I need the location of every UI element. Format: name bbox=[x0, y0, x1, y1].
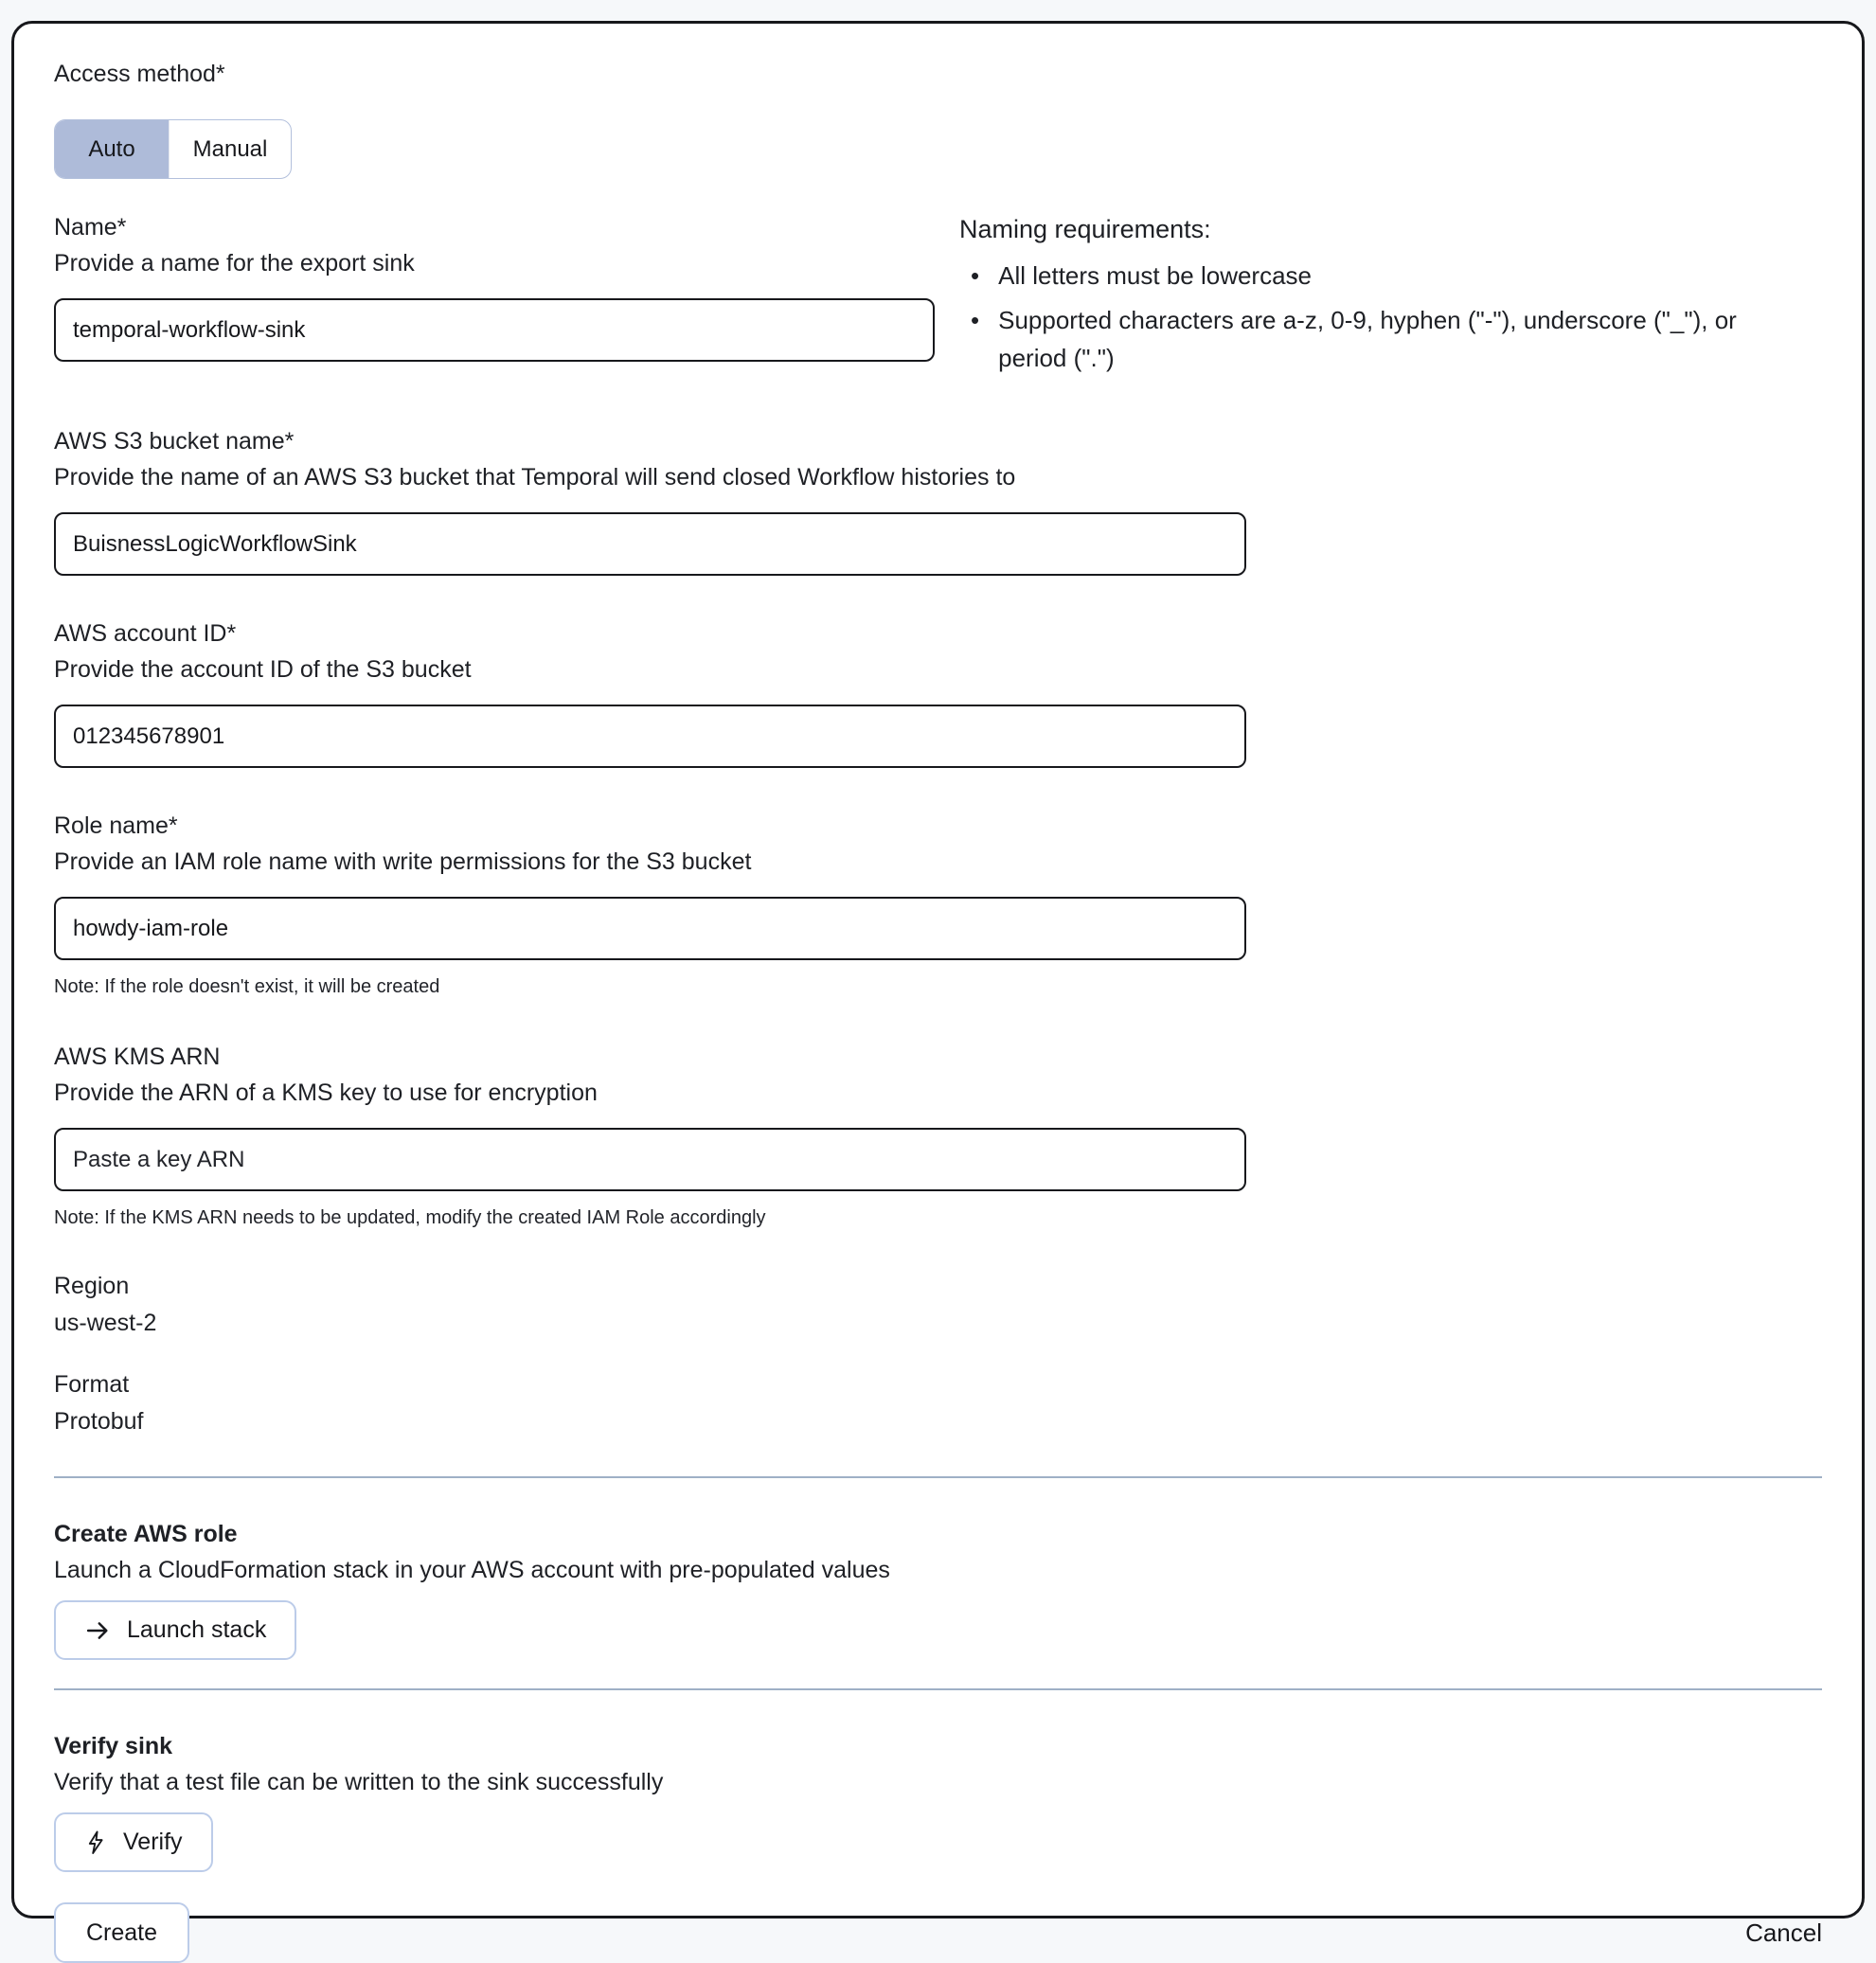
kms-arn-label: AWS KMS ARN bbox=[54, 1044, 221, 1070]
form-actions bbox=[54, 1902, 1822, 1963]
naming-requirement-item bbox=[971, 257, 1804, 294]
launch-stack-button-label: Launch stack bbox=[127, 1616, 267, 1643]
role-name-field-group bbox=[54, 810, 1822, 999]
kms-arn-input[interactable] bbox=[54, 1128, 1246, 1191]
create-role-description: Launch a CloudFormation stack in your AWS account with pre-populated values bbox=[54, 1557, 890, 1583]
region-label: Region bbox=[54, 1273, 130, 1299]
kms-arn-description: Provide the ARN of a KMS key to use for encryption bbox=[54, 1080, 598, 1106]
name-field-group bbox=[54, 211, 935, 384]
s3-bucket-label: AWS S3 bucket name* bbox=[54, 428, 295, 455]
s3-bucket-input[interactable] bbox=[54, 512, 1246, 576]
access-method-label: Access method* bbox=[54, 61, 225, 87]
access-method-toggle bbox=[54, 119, 292, 179]
role-name-input[interactable] bbox=[54, 897, 1246, 960]
account-id-field-group bbox=[54, 617, 1822, 768]
access-method-option-manual[interactable]: Manual bbox=[169, 120, 291, 178]
create-button[interactable]: Create bbox=[54, 1902, 189, 1963]
format-value: Protobuf bbox=[54, 1408, 144, 1435]
lightning-icon bbox=[84, 1829, 107, 1856]
format-label: Format bbox=[54, 1371, 130, 1398]
name-description: Provide a name for the export sink bbox=[54, 250, 415, 277]
naming-requirement-text: • Supported characters are a-z, 0-9, hyphen ("-"), underscore ("_"), or period (".") bbox=[998, 306, 1737, 372]
name-label: Name* bbox=[54, 214, 127, 241]
name-input[interactable] bbox=[54, 298, 935, 362]
naming-requirement-item bbox=[971, 301, 1804, 377]
export-sink-form-card bbox=[11, 21, 1865, 1947]
arrow-right-icon bbox=[84, 1617, 111, 1644]
verify-title: Verify sink bbox=[54, 1733, 173, 1759]
section-divider bbox=[54, 1688, 1822, 1690]
format-field bbox=[54, 1368, 1822, 1438]
account-id-description: Provide the account ID of the S3 bucket bbox=[54, 656, 472, 683]
account-id-input[interactable] bbox=[54, 705, 1246, 768]
naming-requirements bbox=[959, 211, 1822, 384]
s3-bucket-description: Provide the name of an AWS S3 bucket that Temporal will send closed Workflow histories to bbox=[54, 464, 1016, 491]
access-method-option-auto[interactable]: Auto bbox=[55, 120, 169, 178]
role-name-note: Note: If the role doesn't exist, it will be created bbox=[54, 976, 440, 997]
verify-button-label: Verify bbox=[123, 1829, 183, 1855]
naming-requirement-text: • All letters must be lowercase bbox=[998, 261, 1313, 290]
s3-bucket-field-group bbox=[54, 425, 1822, 576]
verify-description: Verify that a test file can be written to the sink successfully bbox=[54, 1769, 664, 1795]
create-role-section bbox=[54, 1518, 1822, 1660]
role-name-label: Role name* bbox=[54, 812, 178, 839]
kms-arn-field-group bbox=[54, 1041, 1822, 1230]
verify-sink-section bbox=[54, 1730, 1822, 1872]
region-field bbox=[54, 1270, 1822, 1340]
role-name-description: Provide an IAM role name with write permissions for the S3 bucket bbox=[54, 848, 752, 875]
region-value: us-west-2 bbox=[54, 1310, 157, 1336]
account-id-label: AWS account ID* bbox=[54, 620, 237, 647]
cancel-button[interactable]: Cancel bbox=[1745, 1918, 1822, 1947]
naming-requirements-title: Naming requirements: bbox=[959, 215, 1211, 243]
kms-arn-note: Note: If the KMS ARN needs to be updated, modify the created IAM Role accordingly bbox=[54, 1207, 766, 1228]
naming-requirements-list bbox=[959, 257, 1822, 377]
launch-stack-button[interactable] bbox=[54, 1600, 296, 1660]
verify-button[interactable] bbox=[54, 1812, 213, 1872]
section-divider bbox=[54, 1476, 1822, 1478]
create-role-title: Create AWS role bbox=[54, 1521, 238, 1547]
